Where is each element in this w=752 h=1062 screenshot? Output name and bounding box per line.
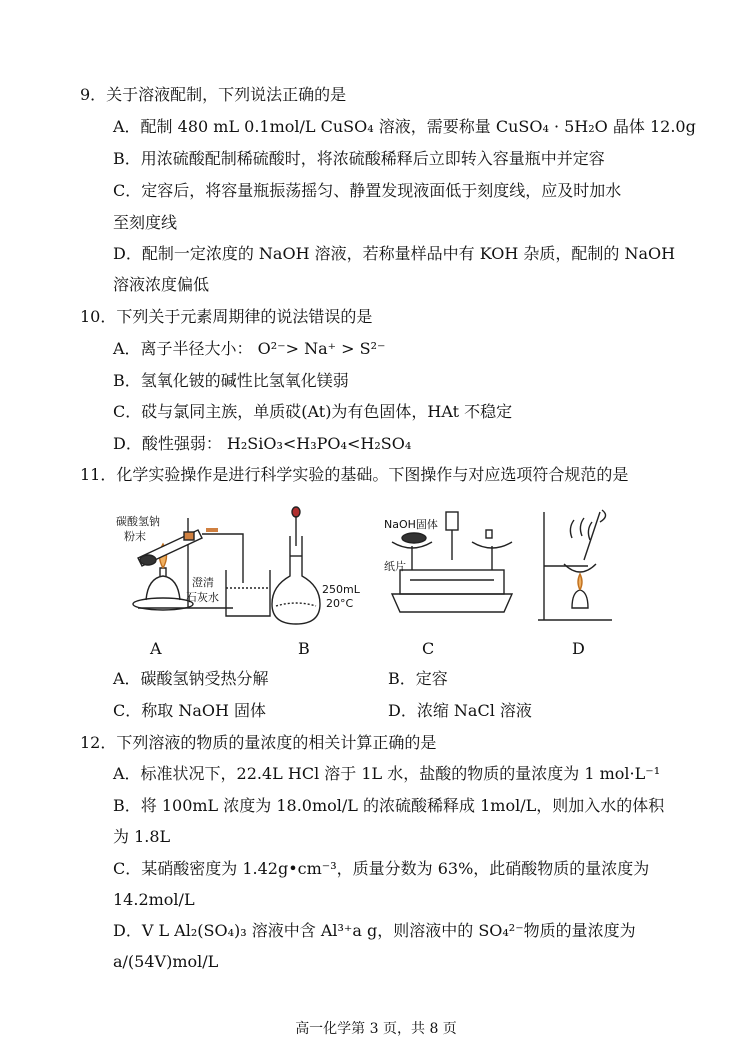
q10-option-d: D．酸性强弱： H₂SiO₃<H₃PO₄<H₂SO₄ bbox=[113, 434, 412, 453]
figure-b-volumetric-flask bbox=[268, 506, 338, 630]
q10-option-a: A．离子半径大小： O²⁻> Na⁺ > S²⁻ bbox=[113, 339, 386, 358]
figure-b-label-temp: 20°C bbox=[326, 597, 354, 610]
q9-stem: 9．关于溶液配制，下列说法正确的是 bbox=[80, 85, 347, 104]
powder bbox=[140, 555, 156, 565]
q9-option-b: B．用浓硫酸配制稀硫酸时，将浓硫酸稀释后立即转入容量瓶中并定容 bbox=[113, 149, 605, 168]
vapor bbox=[570, 518, 592, 540]
page-footer: 高一化学第 3 页，共 8 页 bbox=[295, 1021, 457, 1037]
q10-option-c: C．砹与氯同主族，单质砹(At)为有色固体，HAt 不稳定 bbox=[113, 402, 513, 421]
figure-a-caption: A bbox=[150, 639, 162, 658]
figure-d-caption: D bbox=[572, 639, 585, 658]
q9-option-a: A．配制 480 mL 0.1mol/L CuSO₄ 溶液，需要称量 CuSO₄ · 5H₂O 晶体 12.0g bbox=[113, 117, 696, 136]
q10-option-b: B．氢氧化铍的碱性比氢氧化镁弱 bbox=[113, 371, 349, 390]
figure-a-label-clear: 澄清 bbox=[192, 576, 214, 589]
figure-b-caption: B bbox=[298, 639, 310, 658]
q11-option-a: A．碳酸氢钠受热分解 bbox=[113, 669, 269, 688]
figure-c-label-paper: 纸片 bbox=[384, 560, 406, 573]
q12-option-d-line2: a/(54V)mol/L bbox=[113, 952, 219, 971]
figure-b-label-volume: 250mL bbox=[322, 583, 360, 596]
q12-option-b-line2: 为 1.8L bbox=[113, 827, 171, 846]
q12-stem: 12．下列溶液的物质的量浓度的相关计算正确的是 bbox=[80, 733, 437, 752]
figure-c-caption: C bbox=[422, 639, 435, 658]
q10-stem: 10．下列关于元素周期律的说法错误的是 bbox=[80, 307, 373, 326]
figure-a-label-nahco3: 碳酸氢钠 bbox=[116, 515, 160, 528]
q11-option-d: D．浓缩 NaCl 溶液 bbox=[388, 701, 532, 720]
q12-option-d-line1: D．V L Al₂(SO₄)₃ 溶液中含 Al³⁺a g，则溶液中的 SO₄²⁻物质的量浓度为 bbox=[113, 921, 636, 940]
q11-stem: 11．化学实验操作是进行科学实验的基础。下图操作与对应选项符合规范的是 bbox=[80, 465, 629, 484]
q9-option-d-line1: D．配制一定浓度的 NaOH 溶液，若称量样品中有 KOH 杂质，配制的 NaOH bbox=[113, 244, 676, 263]
q9-option-c-line1: C．定容后，将容量瓶振荡摇匀、静置发现液面低于刻度线，应及时加水 bbox=[113, 181, 622, 200]
q11-option-c: C．称取 NaOH 固体 bbox=[113, 701, 267, 720]
q11-option-b: B．定容 bbox=[388, 669, 448, 688]
evaporating-dish bbox=[564, 564, 596, 572]
q9-option-c-line2: 至刻度线 bbox=[113, 213, 178, 232]
figure-a-label-powder: 粉末 bbox=[124, 530, 146, 543]
alcohol-lamp bbox=[572, 590, 588, 608]
glass-rod bbox=[584, 512, 600, 560]
naoh-pellets bbox=[402, 533, 426, 543]
figure-a-label-limewater: 石灰水 bbox=[186, 591, 219, 604]
alcohol-lamp bbox=[146, 576, 180, 600]
figure-d-evaporating-dish bbox=[536, 508, 620, 628]
q9-option-d-line2: 溶液浓度偏低 bbox=[113, 275, 210, 294]
figure-c-label-naoh: NaOH固体 bbox=[384, 518, 438, 531]
dropper-bulb bbox=[292, 507, 300, 517]
q12-option-b-line1: B．将 100mL 浓度为 18.0mol/L 的浓硫酸稀释成 1mol/L，则加入水的体积 bbox=[113, 796, 665, 815]
q12-option-a: A．标准状况下，22.4L HCl 溶于 1L 水，盐酸的物质的量浓度为 1 mol·L⁻¹ bbox=[113, 764, 661, 783]
q12-option-c-line1: C．某硝酸密度为 1.42g•cm⁻³，质量分数为 63%，此硝酸物质的量浓度为 bbox=[113, 859, 650, 878]
q12-option-c-line2: 14.2mol/L bbox=[113, 890, 195, 909]
stir-arrow bbox=[600, 510, 606, 522]
